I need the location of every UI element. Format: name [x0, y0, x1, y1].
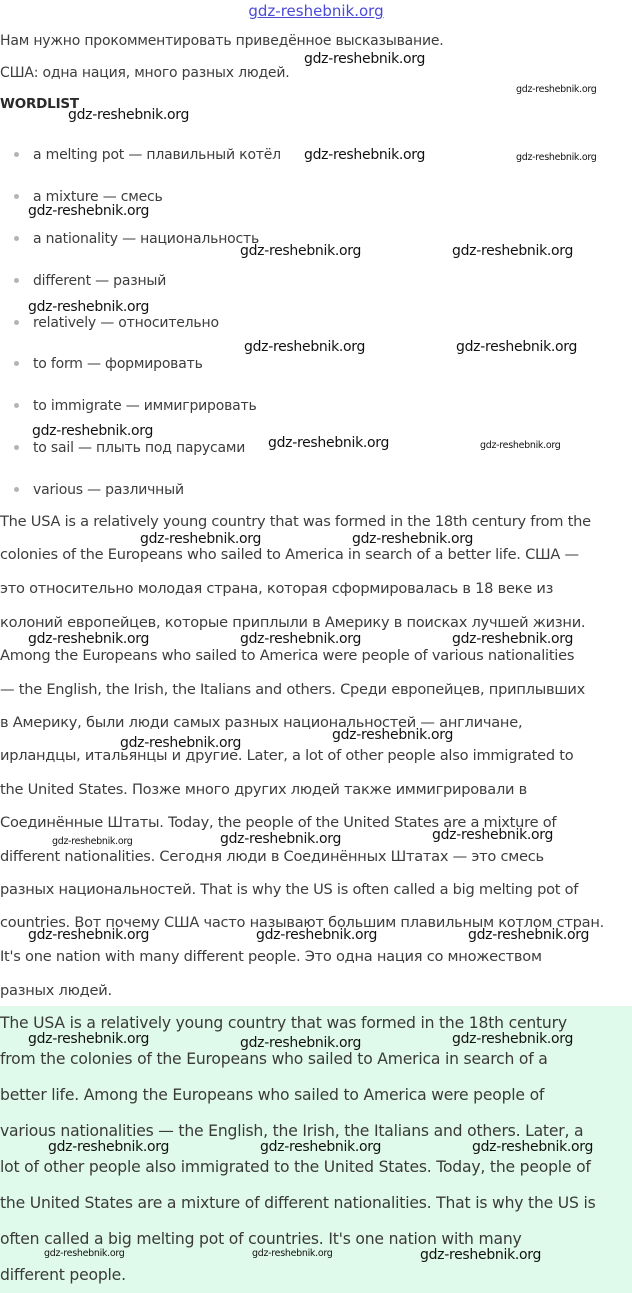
answer-line: lot of other people also immigrated to the United States. Today, the people of: [0, 1158, 591, 1176]
bullet-icon: [14, 487, 19, 492]
watermark: gdz-reshebnik.org: [28, 631, 150, 647]
watermark: gdz-reshebnik.org: [140, 531, 262, 547]
watermark: gdz-reshebnik.org: [452, 631, 574, 647]
bullet-icon: [14, 445, 19, 450]
watermark: gdz-reshebnik.org: [468, 927, 590, 943]
bullet-icon: [14, 320, 19, 325]
watermark: gdz-reshebnik.org: [256, 927, 378, 943]
wordlist-item-text: a nationality — национальность: [33, 231, 260, 247]
watermark: gdz-reshebnik.org: [240, 631, 362, 647]
watermark: gdz-reshebnik.org: [420, 1247, 542, 1263]
answer-line: the United States are a mixture of different nationalities. That is why the US is: [0, 1194, 596, 1212]
wordlist-item-text: to sail — плыть под парусами: [33, 440, 246, 456]
watermark: gdz-reshebnik.org: [244, 339, 366, 355]
paragraph-line: The USA is a relatively young country that was formed in the 18th century from the: [0, 513, 591, 530]
intro-line-2: США: одна нация, много разных людей.: [0, 65, 290, 81]
wordlist-item-text: a mixture — смесь: [33, 189, 163, 205]
watermark: gdz-reshebnik.org: [240, 1035, 362, 1051]
wordlist-item: [14, 315, 219, 331]
wordlist-item: [14, 356, 203, 372]
answer-line: often called a big melting pot of countries. It's one nation with many: [0, 1230, 522, 1248]
wordlist-item-text: different — разный: [33, 273, 167, 289]
paragraph-line: разных национальностей. That is why the US is often called a big melting pot of: [0, 881, 579, 898]
bullet-icon: [14, 361, 19, 366]
paragraph-line: countries. Вот почему США часто называют большим плавильным котлом стран.: [0, 914, 605, 931]
watermark: gdz-reshebnik.org: [32, 423, 154, 439]
wordlist-item-text: a melting pot — плавильный котёл: [33, 147, 281, 163]
paragraph-line: колоний европейцев, которые приплыли в Америку в поисках лучшей жизни.: [0, 614, 586, 631]
bullet-icon: [14, 403, 19, 408]
answer-line: The USA is a relatively young country that was formed in the 18th century: [0, 1014, 567, 1032]
wordlist-item-text: relatively — относительно: [33, 315, 219, 331]
wordlist-item: [14, 482, 184, 498]
paragraph-line: Among the Europeans who sailed to America were people of various nationalities: [0, 647, 575, 664]
watermark: gdz-reshebnik.org: [260, 1139, 382, 1155]
wordlist-item: [14, 273, 166, 289]
watermark: gdz-reshebnik.org: [48, 1139, 170, 1155]
wordlist-title: WORDLIST: [0, 96, 79, 112]
watermark: gdz-reshebnik.org: [304, 147, 426, 163]
watermark: gdz-reshebnik.org: [480, 440, 561, 451]
watermark: gdz-reshebnik.org: [268, 435, 390, 451]
intro-line-1: Нам нужно прокомментировать приведённое высказывание.: [0, 33, 444, 49]
watermark: gdz-reshebnik.org: [332, 727, 454, 743]
watermark: gdz-reshebnik.org: [432, 827, 554, 843]
answer-line: from the colonies of the Europeans who sailed to America in search of a: [0, 1050, 548, 1068]
paragraph-line: разных людей.: [0, 982, 112, 999]
watermark: gdz-reshebnik.org: [220, 831, 342, 847]
wordlist-item: [14, 147, 281, 163]
bullet-icon: [14, 194, 19, 199]
watermark: gdz-reshebnik.org: [452, 243, 574, 259]
paragraph-line: ирландцы, итальянцы и другие. Later, a lot of other people also immigrated to: [0, 747, 574, 764]
site-header-link[interactable]: gdz-reshebnik.org: [248, 2, 384, 20]
watermark: gdz-reshebnik.org: [68, 107, 190, 123]
watermark: gdz-reshebnik.org: [304, 51, 426, 67]
wordlist-item-text: to form — формировать: [33, 356, 203, 372]
watermark: gdz-reshebnik.org: [452, 1031, 574, 1047]
watermark: gdz-reshebnik.org: [252, 1248, 333, 1259]
paragraph-line: the United States. Позже много других людей также иммигрировали в: [0, 781, 528, 798]
bullet-icon: [14, 278, 19, 283]
wordlist-item-text: various — различный: [33, 482, 184, 498]
paragraph-line: Соединённые Штаты. Today, the people of the United States are a mixture of: [0, 814, 557, 831]
watermark: gdz-reshebnik.org: [352, 531, 474, 547]
paragraph-line: different nationalities. Сегодня люди в Соединённых Штатах — это смесь: [0, 848, 544, 865]
paragraph-line: colonies of the Europeans who sailed to America in search of a better life. США —: [0, 546, 579, 563]
wordlist-item: [14, 231, 259, 247]
bullet-icon: [14, 152, 19, 157]
watermark: gdz-reshebnik.org: [28, 927, 150, 943]
watermark: gdz-reshebnik.org: [28, 1031, 150, 1047]
wordlist-item: [14, 440, 245, 456]
watermark: gdz-reshebnik.org: [456, 339, 578, 355]
answer-line: better life. Among the Europeans who sailed to America were people of: [0, 1086, 545, 1104]
paragraph-line: — the English, the Irish, the Italians and others. Среди европейцев, приплывших: [0, 681, 586, 698]
watermark: gdz-reshebnik.org: [516, 152, 597, 163]
bullet-icon: [14, 236, 19, 241]
wordlist-item-text: to immigrate — иммигрировать: [33, 398, 257, 414]
paragraph-line: в Америку, были люди самых разных национальностей — англичане,: [0, 714, 523, 731]
watermark: gdz-reshebnik.org: [240, 243, 362, 259]
watermark: gdz-reshebnik.org: [52, 836, 133, 847]
watermark: gdz-reshebnik.org: [44, 1248, 125, 1259]
answer-line: various nationalities — the English, the Irish, the Italians and others. Later, a: [0, 1122, 584, 1140]
watermark: gdz-reshebnik.org: [516, 84, 597, 95]
wordlist-item: [14, 398, 257, 414]
watermark: gdz-reshebnik.org: [28, 203, 150, 219]
watermark: gdz-reshebnik.org: [472, 1139, 594, 1155]
watermark: gdz-reshebnik.org: [120, 735, 242, 751]
answer-line: different people.: [0, 1266, 126, 1284]
watermark: gdz-reshebnik.org: [28, 299, 150, 315]
paragraph-line: It's one nation with many different people. Это одна нация со множеством: [0, 948, 542, 965]
paragraph-line: это относительно молодая страна, которая сформировалась в 18 веке из: [0, 580, 554, 597]
